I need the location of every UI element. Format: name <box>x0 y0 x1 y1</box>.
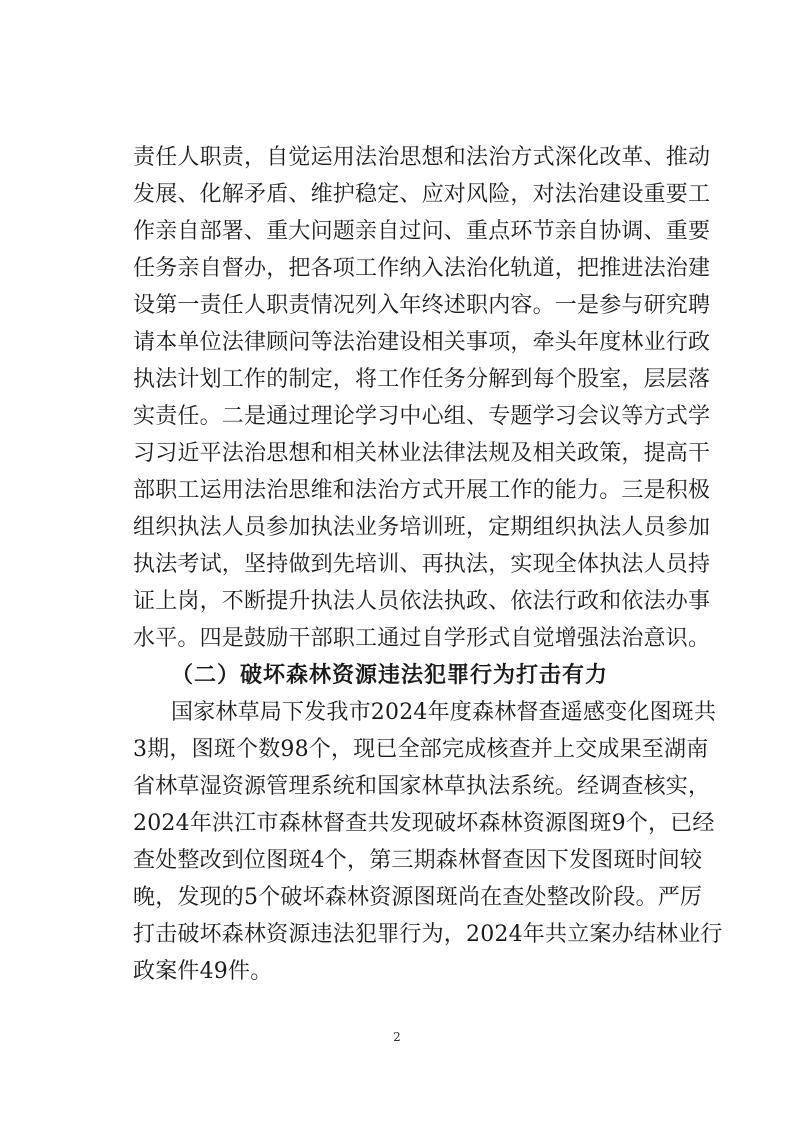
text-line: 责任人职责，自觉运用法治思想和法治方式深化改革、推动 <box>133 145 711 170</box>
text-line: 部职工运用法治思维和法治方式开展工作的能力。三是积极 <box>133 478 711 503</box>
page-number: 2 <box>393 1030 401 1044</box>
text-line: 查处整改到位图斑4个，第三期森林督查因下发图斑时间较 <box>133 848 703 873</box>
text-line: 请本单位法律顾问等法治建设相关事项，牵头年度林业行政 <box>133 330 711 355</box>
paragraph-2 <box>133 694 723 990</box>
paragraph-1 <box>133 139 711 657</box>
section-heading: （二）破坏森林资源违法犯罪行为打击有力 <box>171 662 609 688</box>
text-line: 晚，发现的5个破坏森林资源图斑尚在查处整改阶段。严厉 <box>133 885 703 910</box>
text-line: 省林草湿资源管理系统和国家林草执法系统。经调查核实， <box>133 774 711 799</box>
text-line: 3期，图斑个数98个，现已全部完成核查并上交成果至湖南 <box>133 737 709 762</box>
text-line: 打击破坏森林资源违法犯罪行为，2024年共立案办结林业行 <box>133 922 723 947</box>
text-line: 设第一责任人职责情况列入年终述职内容。一是参与研究聘 <box>133 293 711 318</box>
text-line: 作亲自部署、重大问题亲自过问、重点环节亲自协调、重要 <box>133 219 711 244</box>
text-line: 组织执法人员参加执法业务培训班，定期组织执法人员参加 <box>133 515 711 540</box>
text-line: 执法计划工作的制定，将工作任务分解到每个股室，层层落 <box>133 367 711 392</box>
text-line: 执法考试，坚持做到先培训、再执法，实现全体执法人员持 <box>133 552 711 577</box>
text-line: 国家林草局下发我市2024年度森林督查遥感变化图斑共 <box>171 700 717 725</box>
document-body <box>133 139 723 990</box>
text-line: 水平。四是鼓励干部职工通过自学形式自觉增强法治意识。 <box>133 626 711 651</box>
text-line: 发展、化解矛盾、维护稳定、应对风险，对法治建设重要工 <box>133 182 711 207</box>
text-line: 习习近平法治思想和相关林业法律法规及相关政策，提高干 <box>133 441 711 466</box>
text-line: 实责任。二是通过理论学习中心组、专题学习会议等方式学 <box>133 404 711 429</box>
text-line: 证上岗，不断提升执法人员依法执政、依法行政和依法办事 <box>133 589 711 614</box>
text-line: 政案件49件。 <box>133 959 273 984</box>
text-line: 2024年洪江市森林督查共发现破坏森林资源图斑9个，已经 <box>133 811 715 836</box>
text-line: 任务亲自督办，把各项工作纳入法治化轨道，把推进法治建 <box>133 256 711 281</box>
